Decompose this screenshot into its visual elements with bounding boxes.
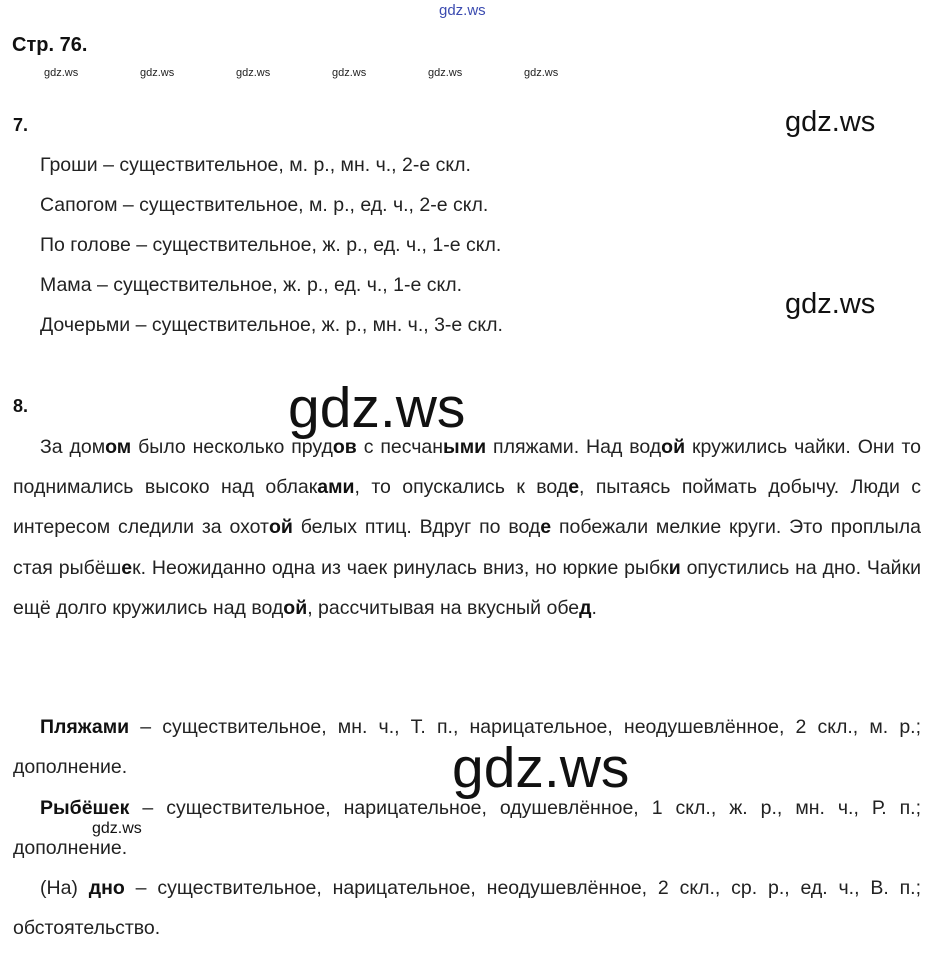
analysis-item-2 — [13, 788, 921, 868]
text-segment: За дом — [40, 436, 106, 458]
analysis-word: дно — [88, 877, 125, 899]
highlighted-ending: е — [568, 476, 580, 499]
text-segment: с песчан — [356, 436, 444, 458]
watermark-small: gdz.ws — [524, 67, 559, 79]
highlighted-ending: д — [579, 596, 592, 619]
text-segment: , то опускались к вод — [354, 476, 569, 499]
watermark-small: gdz.ws — [236, 67, 271, 79]
highlighted-ending: ой — [283, 596, 308, 619]
task-7-number: 7. — [13, 115, 29, 135]
watermark-small: gdz.ws — [44, 67, 79, 79]
watermark-small: gdz.ws — [428, 67, 463, 79]
task-7-line: Сапогом – существительное, м. р., ед. ч., 2-е скл. — [40, 194, 489, 216]
highlighted-ending: ыми — [443, 436, 487, 458]
watermark-small: gdz.ws — [140, 67, 175, 79]
watermark-top: gdz.ws — [439, 2, 486, 19]
watermark-mid: gdz.ws — [785, 288, 876, 320]
text-segment: пляжами. Над вод — [486, 436, 662, 458]
analysis-word: Пляжами — [40, 716, 130, 738]
watermark-big: gdz.ws — [452, 736, 630, 800]
highlighted-ending: ами — [317, 476, 355, 499]
task-7-line: Дочерьми – существительное, ж. р., мн. ч., 3-е скл. — [40, 314, 503, 336]
text-segment: кружились чайки. Они то поднимались высоко над облак — [13, 436, 922, 499]
text-segment: , пытаясь поймать добычу. Люди с интересом следили за охот — [13, 476, 921, 539]
task-7-line: По голове – существительное, ж. р., ед. ч., 1-е скл. — [40, 234, 502, 256]
text-segment: белых птиц. Вдруг по вод — [292, 516, 541, 539]
task-8-paragraph — [13, 427, 921, 628]
task-7-line: Гроши – существительное, м. р., мн. ч., 2-е скл. — [40, 154, 471, 176]
analysis-text: – существительное, нарицательное, неодушевлённое, 2 скл., ср. р., ед. ч., В. п.; обстоятельство. — [13, 877, 921, 940]
highlighted-ending: е — [540, 516, 552, 539]
analysis-text: – существительное, мн. ч., Т. п., нарицательное, неодушевлённое, 2 скл., м. р.; дополнение. — [13, 716, 921, 779]
watermark-mid: gdz.ws — [785, 106, 876, 138]
watermark-small: gdz.ws — [332, 67, 367, 79]
highlighted-ending: и — [668, 556, 681, 579]
analysis-item-3 — [13, 868, 921, 948]
text-segment: к. Неожиданно одна из чаек ринулась вниз, но юркие рыбк — [132, 556, 669, 579]
task-8-number: 8. — [13, 396, 29, 416]
analysis-prefix: (На) — [40, 877, 89, 899]
page-title: Стр. 76. — [12, 34, 88, 56]
analysis-word: Рыбёшек — [40, 797, 130, 819]
text-segment: было несколько пруд — [131, 436, 333, 458]
text-segment: побежали мелкие круги. Это проплыла стая рыбёш — [13, 516, 921, 579]
text-segment: опустились на дно. Чайки ещё долго кружились над вод — [13, 556, 922, 619]
analysis-item-1 — [13, 707, 921, 787]
watermark-big: gdz.ws — [288, 376, 466, 440]
highlighted-ending: ом — [105, 436, 132, 458]
text-segment: , рассчитывая на вкусный обе — [307, 596, 580, 619]
text-segment: . — [591, 596, 597, 619]
highlighted-ending: ой — [268, 516, 293, 539]
highlighted-ending: ов — [332, 436, 357, 458]
task-7-line: Мама – существительное, ж. р., ед. ч., 1-е скл. — [40, 274, 463, 296]
analysis-text: – существительное, нарицательное, одушевлённое, 1 скл., ж. р., мн. ч., Р. п.; дополнение. — [13, 797, 921, 860]
watermark-small: gdz.ws — [92, 820, 142, 837]
highlighted-ending: е — [121, 556, 133, 579]
highlighted-ending: ой — [661, 436, 686, 458]
